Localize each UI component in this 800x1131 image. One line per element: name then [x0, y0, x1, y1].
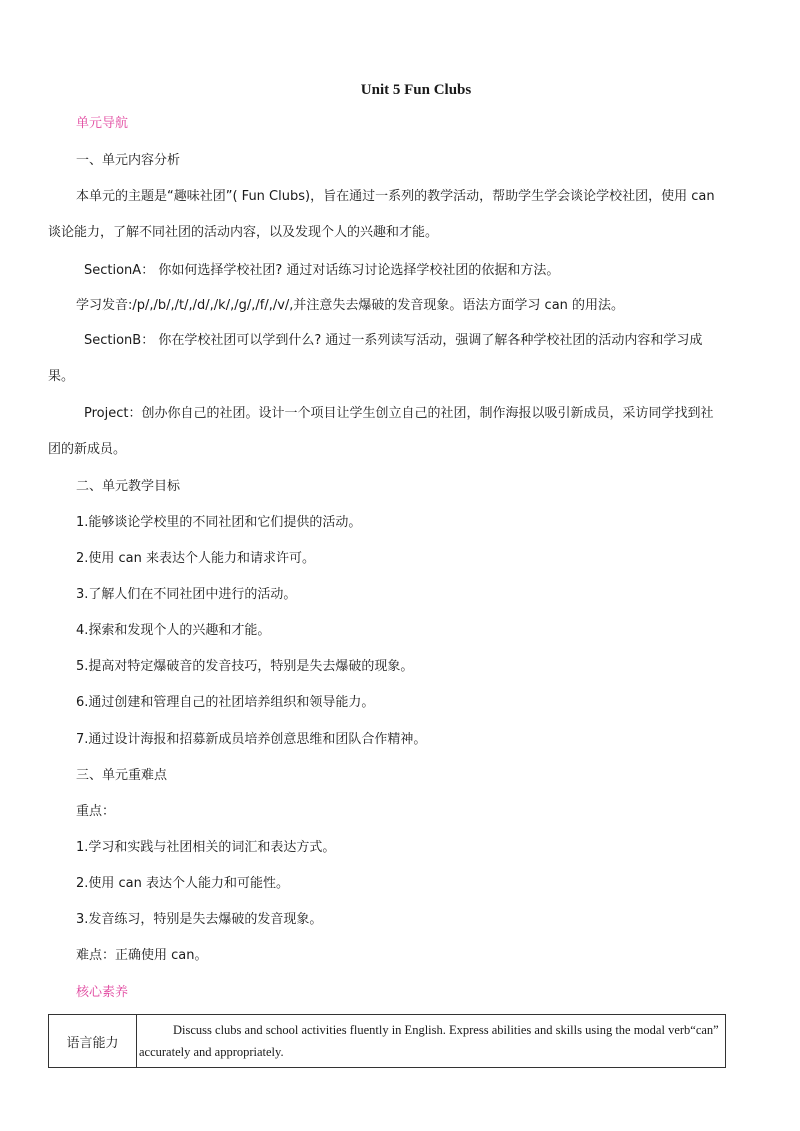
key-heading: 三、单元重难点	[76, 768, 168, 783]
goal-item: 3.了解人们在不同社团中进行的活动。	[76, 587, 297, 602]
difficulty-text: 难点：正确使用 can。	[76, 948, 208, 963]
key-label: 重点：	[76, 804, 116, 819]
core-label-cell: 语言能力	[49, 1015, 137, 1068]
analysis-paragraph-continued: 谈论能力，了解不同社团的活动内容，以及发现个人的兴趣和才能。	[48, 225, 439, 240]
core-description-cell: Discuss clubs and school activities fluently in English. Express abilities and skills using the modal verb“can” accurately and appropriately.	[137, 1015, 726, 1068]
goal-item: 6.通过创建和管理自己的社团培养组织和领导能力。	[76, 695, 375, 710]
pronunciation-text: 学习发音:/p/,/b/,/t/,/d/,/k/,/g/,/f/,/v/,并注意失去爆破的发音现象。语法方面学习 can 的用法。	[76, 298, 625, 313]
goal-item: 4.探索和发现个人的兴趣和才能。	[76, 623, 271, 638]
nav-heading: 单元导航	[76, 116, 129, 131]
project-text-continued: 团的新成员。	[48, 442, 127, 457]
analysis-paragraph: 本单元的主题是“趣味社团”( Fun Clubs)，旨在通过一系列的教学活动，帮助学生学会谈论学校社团，使用 can	[76, 189, 715, 204]
goals-heading: 二、单元教学目标	[76, 479, 181, 494]
core-heading: 核心素养	[76, 985, 129, 1000]
goal-item: 7.通过设计海报和招募新成员培养创意思维和团队合作精神。	[76, 732, 427, 747]
key-point-item: 2.使用 can 表达个人能力和可能性。	[76, 876, 290, 891]
goal-item: 1.能够谈论学校里的不同社团和它们提供的活动。	[76, 515, 362, 530]
section-b-text: SectionB： 你在学校社团可以学到什么? 通过一系列读写活动，强调了解各种学校社团的活动内容和学习成	[84, 333, 703, 348]
document-title: Unit 5 Fun Clubs	[360, 82, 472, 98]
key-point-item: 1.学习和实践与社团相关的词汇和表达方式。	[76, 840, 336, 855]
goal-item: 5.提高对特定爆破音的发音技巧，特别是失去爆破的现象。	[76, 659, 414, 674]
section-a-text: SectionA： 你如何选择学校社团? 通过对话练习讨论选择学校社团的依据和方法。	[84, 263, 560, 278]
core-literacy-table	[48, 1014, 726, 1068]
table-row	[49, 1015, 726, 1068]
section-b-text-continued: 果。	[48, 369, 75, 384]
analysis-heading: 一、单元内容分析	[76, 153, 181, 168]
goal-item: 2.使用 can 来表达个人能力和请求许可。	[76, 551, 316, 566]
project-text: Project：创办你自己的社团。设计一个项目让学生创立自己的社团，制作海报以吸引新成员，采访同学找到社	[84, 406, 714, 421]
key-point-item: 3.发音练习，特别是失去爆破的发音现象。	[76, 912, 323, 927]
